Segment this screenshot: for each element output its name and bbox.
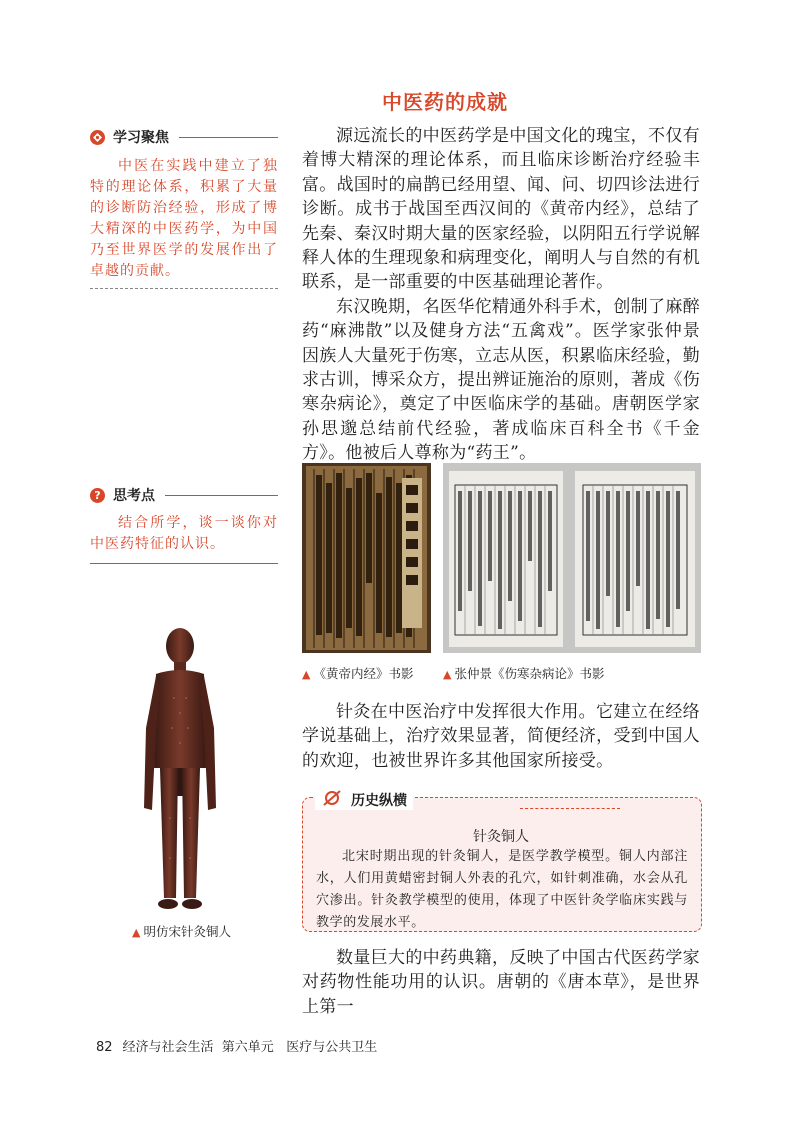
triangle-marker-icon: ▲ bbox=[302, 668, 311, 681]
neijing-book-image bbox=[302, 463, 431, 653]
focus-label: 学习聚焦 bbox=[113, 130, 169, 146]
page-footer bbox=[96, 1036, 377, 1055]
caption-shanghan-text: 张仲景《伤寒杂病论》书影 bbox=[454, 666, 605, 681]
history-header bbox=[315, 790, 413, 810]
statue-drawing bbox=[130, 618, 230, 918]
shanghan-book-drawing bbox=[443, 463, 701, 653]
triangle-marker-icon: ▲ bbox=[443, 668, 452, 681]
paragraph-1: 源远流长的中医药学是中国文化的瑰宝，不仅有着博大精深的理论体系，而且临床诊断治疗经验丰富。战国时的扁鹊已经用望、闻、问、切四诊法进行诊断。成书于战国至西汉间的《黄帝内经》，总结了先秦、秦汉时期大量的医家经验，以阴阳五行学说解释人体的生理现象和病理变化，阐明人与自然的有机联系，是一部重要的中医基础理论著作。 bbox=[302, 126, 700, 293]
focus-rule bbox=[179, 137, 278, 138]
shanghan-book-image bbox=[443, 463, 701, 653]
history-subtitle: 针灸铜人 bbox=[473, 829, 529, 845]
history-header-rule bbox=[520, 808, 620, 809]
paragraph-2: 东汉晚期，名医华佗精通外科手术，创制了麻醉药“麻沸散”以及健身方法“五禽戏”。医学家张仲景因族人大量死于伤寒，立志从医，积累临床经验，勤求古训，博采众方，提出辨证施治的原则，著成《伤寒杂病论》，奠定了中医临床学的基础。唐朝医学家孙思邈总结前代经验，著成临床百科全书《千金方》。他被后人尊称为“药王”。 bbox=[302, 296, 700, 464]
main-column-top bbox=[302, 124, 700, 466]
paragraph-4: 数量巨大的中药典籍，反映了中国古代医药学家对药物性能功用的认识。唐朝的《唐本草》，是世界上第一 bbox=[302, 948, 700, 1017]
think-rule bbox=[165, 495, 278, 496]
acupuncture-statue-image bbox=[130, 618, 230, 918]
history-label: 历史纵横 bbox=[351, 793, 407, 809]
paragraph-3: 针灸在中医治疗中发挥很大作用。它建立在经络学说基础上，治疗效果显著，简便经济，受到中国人的欢迎，也被世界许多其他国家所接受。 bbox=[302, 702, 700, 771]
caption-shanghan bbox=[443, 664, 604, 682]
focus-text: 中医在实践中建立了独特的理论体系，积累了大量的诊断防治经验，形成了博大精深的中医药学，为中国乃至世界医学的发展作出了卓越的贡献。 bbox=[90, 158, 278, 279]
caption-statue-text: 明仿宋针灸铜人 bbox=[143, 924, 231, 939]
triangle-marker-icon: ▲ bbox=[132, 926, 141, 939]
main-column-bottom bbox=[302, 946, 700, 1019]
focus-header bbox=[90, 127, 278, 147]
think-box bbox=[90, 485, 278, 564]
think-divider bbox=[90, 563, 278, 564]
page-number: 82 bbox=[96, 1040, 113, 1055]
think-header bbox=[90, 485, 278, 505]
history-body bbox=[316, 846, 688, 934]
footer-text: 经济与社会生活 第六单元 医疗与公共卫生 bbox=[122, 1040, 378, 1055]
section-title: 中医药的成就 bbox=[382, 90, 508, 114]
think-text: 结合所学，谈一谈你对中医药特征的认识。 bbox=[90, 515, 278, 552]
neijing-book-drawing bbox=[302, 463, 431, 653]
caption-neijing bbox=[302, 664, 413, 682]
caption-neijing-text: 《黄帝内经》书影 bbox=[313, 666, 414, 681]
history-swirl-icon bbox=[321, 790, 343, 810]
think-label: 思考点 bbox=[113, 488, 155, 504]
caption-statue bbox=[132, 922, 231, 940]
main-column-mid bbox=[302, 700, 700, 773]
focus-divider bbox=[90, 288, 278, 289]
focus-badge-icon bbox=[90, 130, 105, 145]
history-text: 北宋时期出现的针灸铜人，是医学教学模型。铜人内部注水，人们用黄蜡密封铜人外表的孔穴，如针刺准确，水会从孔穴渗出。针灸教学模型的使用，体现了中医针灸学临床实践与教学的发展水平。 bbox=[316, 849, 688, 930]
question-icon: ? bbox=[90, 488, 105, 503]
focus-box bbox=[90, 127, 278, 289]
